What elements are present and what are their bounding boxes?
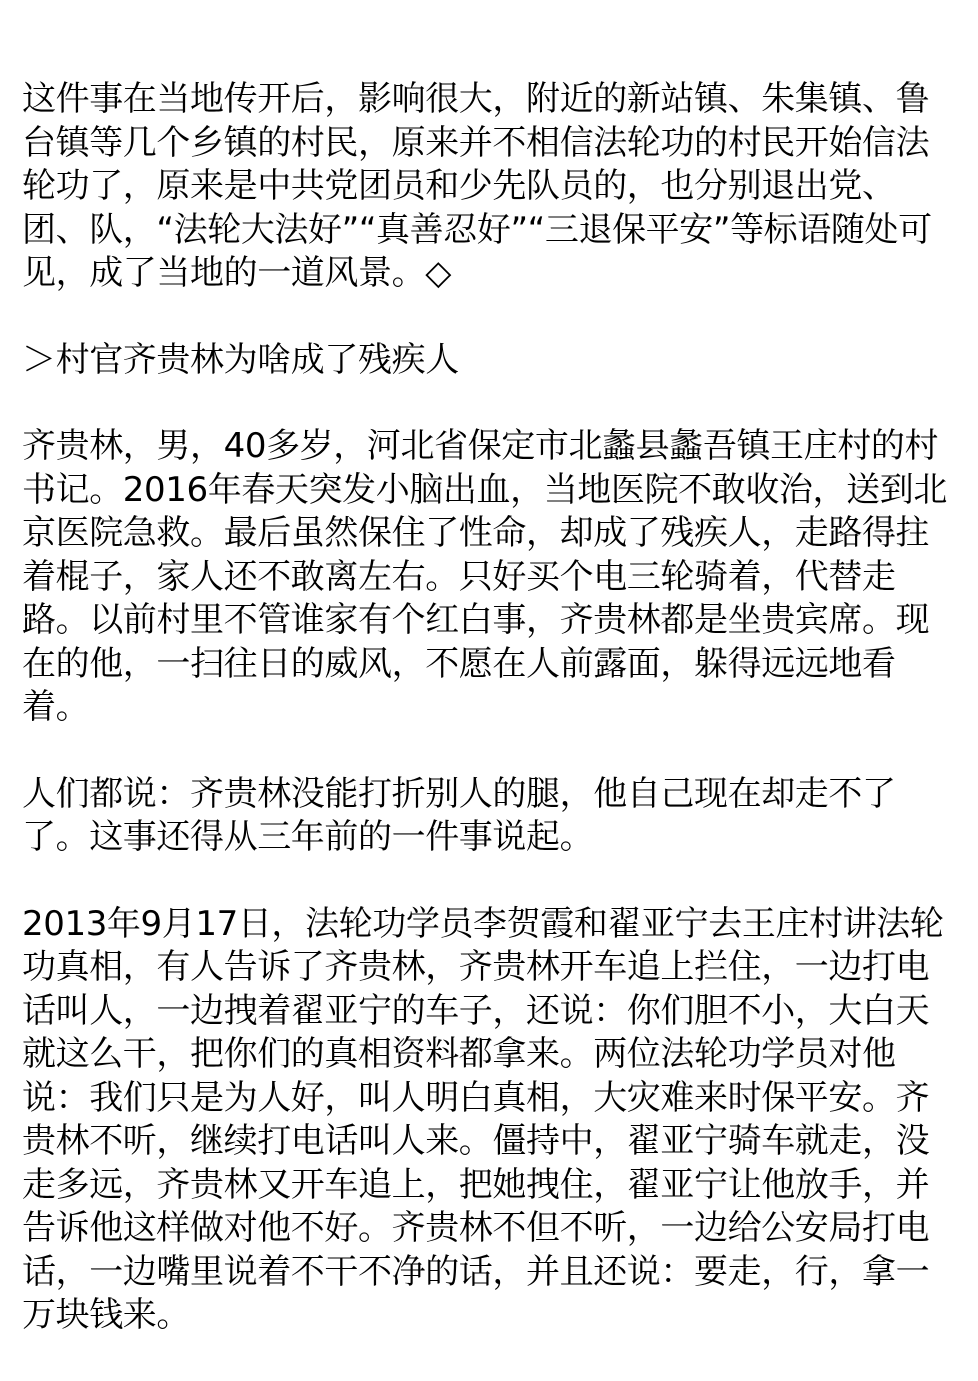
paragraph-people-say: 人们都说：齐贵林没能打折别人的腿，他自己现在却走不了了。这事还得从三年前的一件事说起。 bbox=[22, 773, 896, 857]
article-body bbox=[22, 78, 952, 1381]
paragraph-qi-guilin-intro: 齐贵林，男，40多岁，河北省保定市北蠡县蠡吾镇王庄村的村书记。2016年春天突发小脑出血，当地医院不敢收治，送到北京医院急救。最后虽然保住了性命，却成了残疾人，走路得拄着棍子，家人还不敢离左右。只好买个电三轮骑着，代替走路。以前村里不管谁家有个红白事，齐贵林都是坐贵宾席。现在的他，一扫往日的威风，不愿在人前露面，躲得远远地看着。 bbox=[22, 426, 947, 727]
paragraph-aftermath: 这件事在当地传开后，影响很大，附近的新站镇、朱集镇、鲁台镇等几个乡镇的村民，原来并不相信法轮功的村民开始信法轮功了，原来是中共党团员和少先队员的，也分别退出党、团、队，“法轮大法好”“真善忍好”“三退保平安”等标语随处可见，成了当地的一道风景。◇ bbox=[22, 79, 932, 293]
section-heading: ＞村官齐贵林为啥成了残疾人 bbox=[22, 339, 459, 380]
paragraph-2013-incident: 2013年9月17日，法轮功学员李贺霞和翟亚宁去王庄村讲法轮功真相，有人告诉了齐贵林，齐贵林开车追上拦住，一边打电话叫人，一边拽着翟亚宁的车子，还说：你们胆不小，大白天就这么干，把你们的真相资料都拿来。两位法轮功学员对他说：我们只是为人好，叫人明白真相，大灾难来时保平安。齐贵林不听，继续打电话叫人来。僵持中，翟亚宁骑车就走，没走多远，齐贵林又开车追上，把她拽住，翟亚宁让他放手，并告诉他这样做对他不好。齐贵林不但不听，一边给公安局打电话，一边嘴里说着不干不净的话，并且还说：要走，行，拿一万块钱来。 bbox=[22, 903, 944, 1335]
